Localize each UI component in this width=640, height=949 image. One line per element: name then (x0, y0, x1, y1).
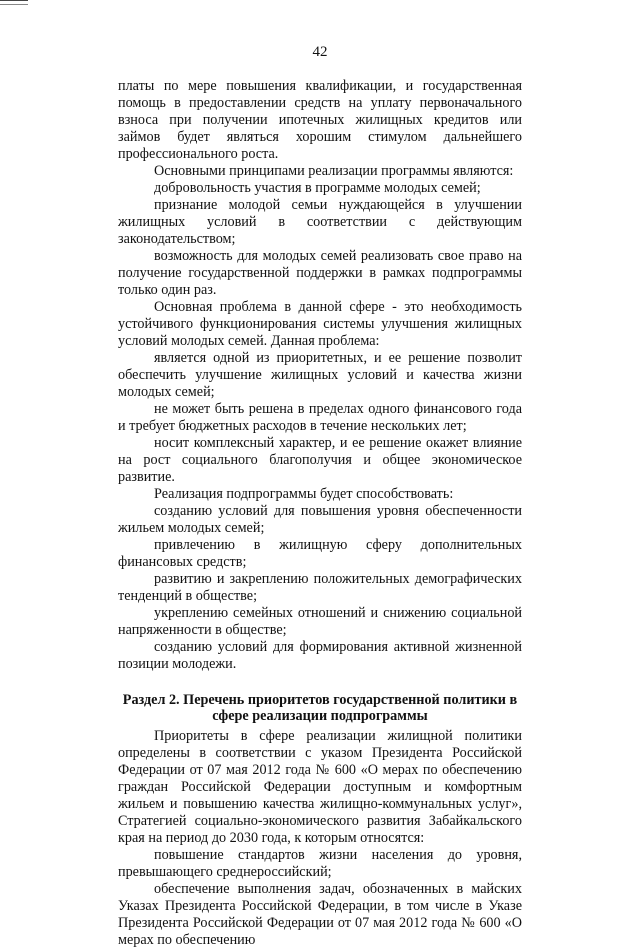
list-item: возможность для молодых семей реализовать свое право на получение государственной поддержки в рамках подпрограммы только один раз. (118, 248, 522, 298)
paragraph: платы по мере повышения квалификации, и государственная помощь в предоставлении средств на уплату первоначального взноса при получении ипотечных жилищных кредитов или займов будет являться хорошим стимулом дальнейшего профессионального роста. (118, 78, 522, 162)
scan-corner-mark (0, 0, 28, 5)
list-item: укреплению семейных отношений и снижению социальной напряженности в обществе; (118, 605, 522, 638)
list-item: является одной из приоритетных, и ее решение позволит обеспечить улучшение жилищных условий и качества жизни молодых семей; (118, 350, 522, 400)
list-item: добровольность участия в программе молодых семей; (154, 180, 481, 196)
list-item: созданию условий для повышения уровня обеспеченности жильем молодых семей; (118, 503, 522, 536)
list-item: обеспечение выполнения задач, обозначенных в майских Указах Президента Российской Федерации, в том числе в Указе Президента Российской Федерации от 07 мая 2012 года № 600 «О мерах по обеспечению (118, 881, 522, 948)
page-body (118, 78, 522, 949)
list-item: созданию условий для формирования активной жизненной позиции молодежи. (118, 639, 522, 672)
list-item: повышение стандартов жизни населения до уровня, превышающего среднероссийский; (118, 847, 522, 880)
list-item: носит комплексный характер, и ее решение окажет влияние на рост социального благополучия и общее экономическое развитие. (118, 435, 522, 485)
paragraph: Основная проблема в данной сфере - это необходимость устойчивого функционирования системы улучшения жилищных условий молодых семей. Данная проблема: (118, 299, 522, 349)
list-item: не может быть решена в пределах одного финансового года и требует бюджетных расходов в течение нескольких лет; (118, 401, 522, 434)
list-item: признание молодой семьи нуждающейся в улучшении жилищных условий в соответствии с действующим законодательством; (118, 197, 522, 247)
section-heading: Раздел 2. Перечень приоритетов государственной политики в сфере реализации подпрограммы (122, 692, 518, 724)
list-item: развитию и закреплению положительных демографических тенденций в обществе; (118, 571, 522, 604)
list-item: привлечению в жилищную сферу дополнительных финансовых средств; (118, 537, 522, 570)
paragraph: Основными принципами реализации программы являются: (154, 163, 514, 179)
paragraph: Реализация подпрограммы будет способствовать: (154, 486, 454, 502)
page-number: 42 (312, 44, 328, 60)
paragraph: Приоритеты в сфере реализации жилищной политики определены в соответствии с указом Президента Российской Федерации от 07 мая 2012 года № 600 «О мерах по обеспечению граждан Российской Федерации доступным и комфортным жильем и повышению качества жилищно-коммунальных услуг», Стратегией социально-экономического развития Забайкальского края на период до 2030 года, к которым относятся: (118, 728, 522, 846)
